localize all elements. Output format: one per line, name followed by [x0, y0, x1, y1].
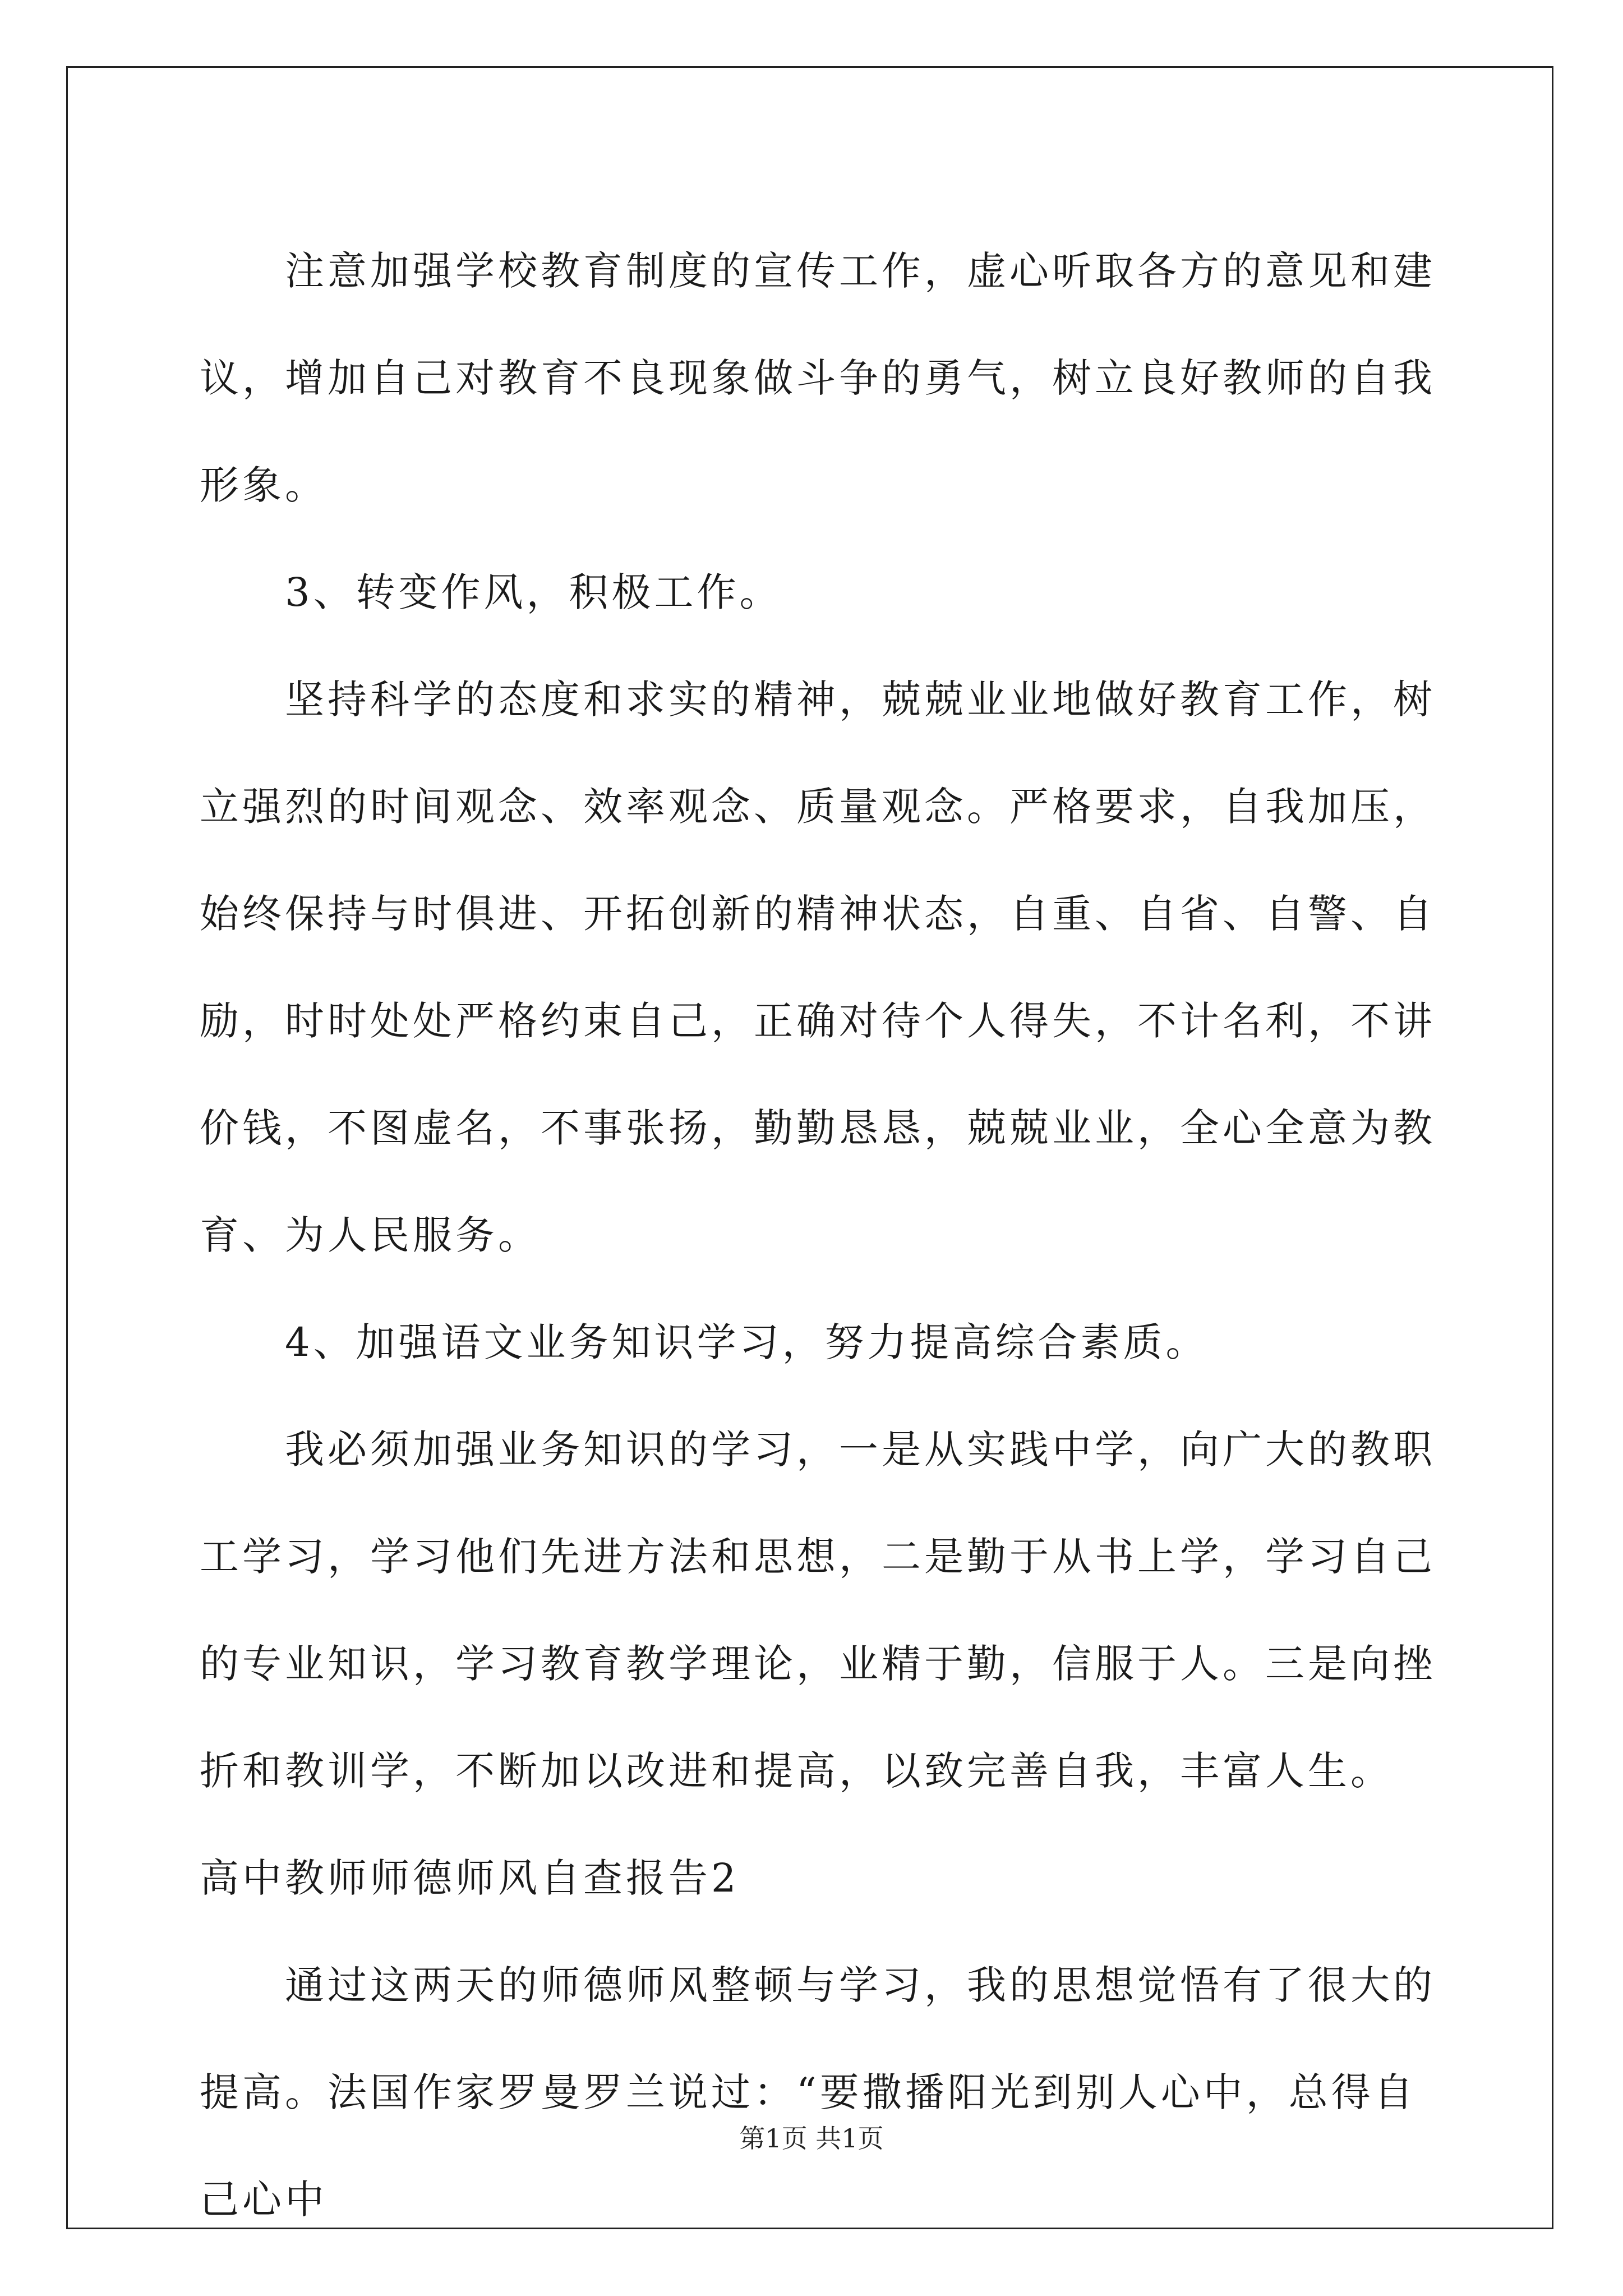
paragraph: 坚持科学的态度和求实的精神，兢兢业业地做好教育工作，树立强烈的时间观念、效率观念、质量观念。严格要求，自我加压，始终保持与时俱进、开拓创新的精神状态，自重、自省、自警、自励，时时处处严格约束自己，正确对待个人得失，不计名利，不讲价钱，不图虚名，不事张扬，勤勤恳恳，兢兢业业，全心全意为教育、为人民服务。: [200, 677, 1436, 1258]
document-body: [200, 218, 1439, 2253]
numbered-point: 3、转变作风，积极工作。: [285, 569, 782, 615]
page-footer: 第1页 共1页: [739, 2123, 884, 2154]
paragraph: 注意加强学校教育制度的宣传工作，虚心听取各方的意见和建议，增加自己对教育不良现象做斗争的勇气，树立良好教师的自我形象。: [200, 248, 1436, 508]
paragraph: 我必须加强业务知识的学习，一是从实践中学，向广大的教职工学习，学习他们先进方法和思想，二是勤于从书上学，学习自己的专业知识，学习教育教学理论，业精于勤，信服于人。三是向挫折和教训学，不断加以改进和提高，以致完善自我，丰富人生。: [200, 1427, 1436, 1794]
numbered-point: 4、加强语文业务知识学习，努力提高综合素质。: [285, 1319, 1209, 1365]
section-heading: 高中教师师德师风自查报告2: [200, 1855, 740, 1901]
paragraph: 通过这两天的师德师风整顿与学习，我的思想觉悟有了很大的提高。法国作家罗曼罗兰说过：“要撒播阳光到别人心中，总得自己心中: [200, 1962, 1436, 2223]
